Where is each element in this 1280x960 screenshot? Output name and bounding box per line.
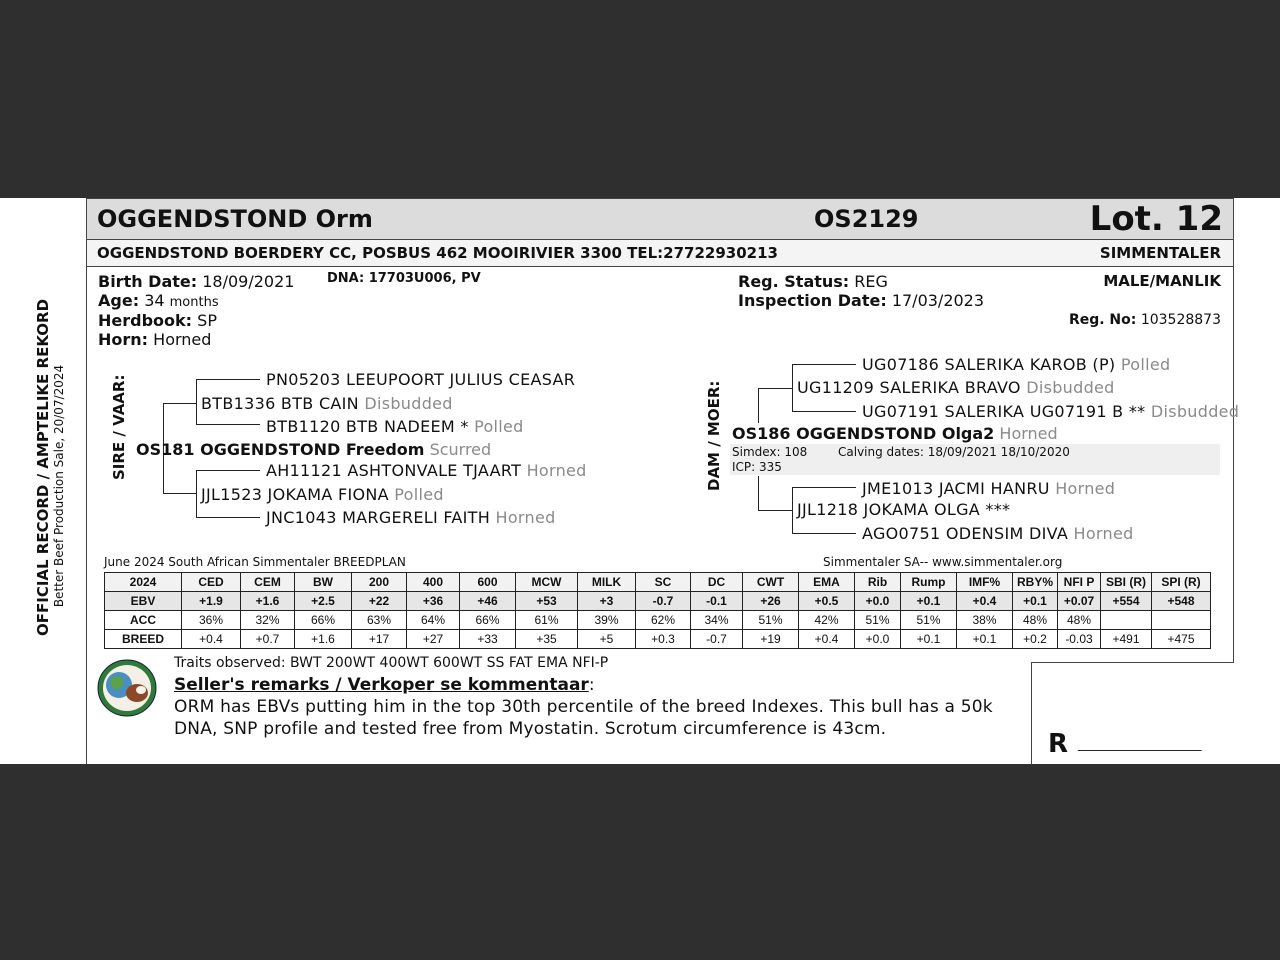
breedplan-caption: June 2024 South African Simmentaler BREEDPLAN xyxy=(104,555,406,569)
sd-line-top xyxy=(196,470,260,471)
ebv-cell: +1.6 xyxy=(241,592,295,611)
remarks-heading: Seller's remarks / Verkoper se kommentaar: xyxy=(174,675,595,695)
ebv-header-cell: BW xyxy=(295,573,352,592)
sire-label xyxy=(110,374,130,480)
dam-entry xyxy=(732,424,1058,443)
herdbook-value: SP xyxy=(197,311,217,330)
ebv-cell: +0.1 xyxy=(1013,592,1058,611)
ebv-header-cell: CED xyxy=(182,573,241,592)
acc-cell: 34% xyxy=(691,611,743,630)
ebv-header-cell: 600 xyxy=(460,573,516,592)
ebv-header-cell: Rump xyxy=(901,573,957,592)
dam-horn: Horned xyxy=(999,424,1058,443)
ss-name: BTB1336 BTB CAIN xyxy=(201,394,359,413)
ebv-header-cell: MILK xyxy=(578,573,636,592)
sire-entry xyxy=(136,440,491,459)
dd-name: JJL1218 JOKAMA OLGA *** xyxy=(797,500,1011,519)
ebv-header-cell: EMA xyxy=(799,573,855,592)
acc-cell: 61% xyxy=(516,611,578,630)
ebv-cell: -0.7 xyxy=(636,592,691,611)
sd-entry xyxy=(201,485,444,504)
ebv-cell: +548 xyxy=(1152,592,1211,611)
ebv-header-cell: IMF% xyxy=(957,573,1013,592)
herdbook xyxy=(98,311,217,330)
simmentaler-logo-icon xyxy=(97,659,157,715)
ds-line-top xyxy=(792,364,856,365)
dsd-entry xyxy=(862,402,1239,421)
ss-line-bottom xyxy=(196,424,260,425)
sire-name: OS181 OGGENDSTOND Freedom xyxy=(136,440,425,459)
breed-name: SIMMENTALER xyxy=(1099,244,1221,262)
reg-no-value: 103528873 xyxy=(1140,312,1221,328)
reg-status xyxy=(738,272,888,291)
dds-entry xyxy=(862,479,1115,498)
breed-cell: +35 xyxy=(516,630,578,649)
breed-cell: +0.1 xyxy=(901,630,957,649)
sdd-horn: Horned xyxy=(495,508,556,527)
breed-cell: -0.03 xyxy=(1058,630,1101,649)
breedplan-website: Simmentaler SA-- www.simmentaler.org xyxy=(823,555,1063,569)
ssd-name: BTB1120 BTB NADEEM * xyxy=(266,417,469,436)
sds-entry xyxy=(266,461,587,480)
ebv-cell: +2.5 xyxy=(295,592,352,611)
breed-cell: +27 xyxy=(407,630,460,649)
breed-cell: +5 xyxy=(578,630,636,649)
sds-name: AH11121 ASHTONVALE TJAART xyxy=(266,461,522,480)
ebv-cell: +0.0 xyxy=(855,592,901,611)
sdd-entry xyxy=(266,508,556,527)
ds-line-bottom xyxy=(792,411,856,412)
breed-cell: +1.6 xyxy=(295,630,352,649)
card-border-right xyxy=(1233,267,1234,662)
breed-cell: -0.7 xyxy=(691,630,743,649)
dd-line-bottom xyxy=(792,533,856,534)
sss-name: PN05203 LEEUPOORT JULIUS CEASAR xyxy=(266,370,576,389)
age-label: Age: xyxy=(98,291,140,310)
acc-cell: 66% xyxy=(460,611,516,630)
dd-line-top xyxy=(792,487,856,488)
dam-icp: ICP: 335 xyxy=(732,460,782,474)
acc-cell: 62% xyxy=(636,611,691,630)
acc-cell: 36% xyxy=(182,611,241,630)
ss-line-top xyxy=(196,379,260,380)
acc-cell: 63% xyxy=(352,611,407,630)
acc-row xyxy=(105,611,1211,630)
acc-cell: 66% xyxy=(295,611,352,630)
sale-label: Better Beef Production Sale, 20/07/2024 xyxy=(52,364,66,608)
ds-name: UG11209 SALERIKA BRAVO xyxy=(797,378,1021,397)
ebv-cell: +36 xyxy=(407,592,460,611)
sd-name: JJL1523 JOKAMA FIONA xyxy=(201,485,389,504)
acc-cell: 51% xyxy=(743,611,799,630)
dds-name: JME1013 JACMI HANRU xyxy=(862,479,1050,498)
ebv-header-cell: 400 xyxy=(407,573,460,592)
ssd-entry xyxy=(266,417,524,436)
dd-bracket xyxy=(792,487,793,533)
reg-no-label: Reg. No: xyxy=(1068,312,1137,328)
breed-cell: +0.2 xyxy=(1013,630,1058,649)
acc-cell: 32% xyxy=(241,611,295,630)
horn-status xyxy=(98,330,211,349)
ss-bracket xyxy=(196,379,197,424)
acc-cell: ACC xyxy=(105,611,182,630)
ebv-cell: +0.1 xyxy=(901,592,957,611)
ddd-name: AGO0751 ODENSIM DIVA xyxy=(862,524,1069,543)
acc-cell: 42% xyxy=(799,611,855,630)
ebv-cell: +46 xyxy=(460,592,516,611)
breed-cell: BREED xyxy=(105,630,182,649)
breed-cell: +33 xyxy=(460,630,516,649)
card-border-left xyxy=(86,267,87,764)
ebv-row xyxy=(105,592,1211,611)
title-bar xyxy=(86,198,1234,240)
dss-horn: Polled xyxy=(1120,355,1171,374)
age-unit: months xyxy=(169,295,219,310)
dsd-horn: Disbudded xyxy=(1150,402,1240,421)
animal-name: OGGENDSTOND Orm xyxy=(97,205,373,233)
ebv-header-cell: MCW xyxy=(516,573,578,592)
ebv-header-cell: SBI (R) xyxy=(1101,573,1152,592)
sss-entry xyxy=(266,370,575,389)
sds-horn: Horned xyxy=(526,461,587,480)
address-bar xyxy=(86,240,1234,267)
ebv-header-cell: DC xyxy=(691,573,743,592)
price-box xyxy=(1031,662,1234,765)
remarks-line-1: ORM has EBVs putting him in the top 30th percentile of the breed Indexes. This bull has a 50k xyxy=(174,697,993,717)
sire-label-text: SIRE / VAAR: xyxy=(110,374,128,480)
dna-info: DNA: 17703U006, PV xyxy=(327,271,481,286)
dd-entry xyxy=(797,500,1010,519)
sdd-name: JNC1043 MARGERELI FAITH xyxy=(266,508,491,527)
dss-entry xyxy=(862,355,1170,374)
breed-cell: +475 xyxy=(1152,630,1211,649)
acc-cell xyxy=(1152,611,1211,630)
animal-reg-code: OS2129 xyxy=(814,205,919,233)
side-label xyxy=(34,298,74,636)
breed-row xyxy=(105,630,1211,649)
dsd-name: UG07191 SALERIKA UG07191 B ** xyxy=(862,402,1146,421)
ebv-header-cell: 200 xyxy=(352,573,407,592)
breed-cell: +0.4 xyxy=(182,630,241,649)
ebv-cell: +22 xyxy=(352,592,407,611)
ebv-cell: +554 xyxy=(1101,592,1152,611)
dam-bracket-top xyxy=(758,388,759,423)
breed-cell: +491 xyxy=(1101,630,1152,649)
birth-date-value: 18/09/2021 xyxy=(202,272,295,291)
ds-bracket xyxy=(792,364,793,411)
traits-observed: Traits observed: BWT 200WT 400WT 600WT SS FAT EMA NFI-P xyxy=(174,655,609,671)
acc-cell: 48% xyxy=(1013,611,1058,630)
breed-cell: +17 xyxy=(352,630,407,649)
ebv-cell: +0.4 xyxy=(957,592,1013,611)
breed-cell: +0.1 xyxy=(957,630,1013,649)
reg-status-label: Reg. Status: xyxy=(738,272,850,291)
ebv-header-cell: SPI (R) xyxy=(1152,573,1211,592)
acc-cell xyxy=(1101,611,1152,630)
ss-entry xyxy=(201,394,453,413)
age-value: 34 xyxy=(144,291,165,310)
ebv-cell: +53 xyxy=(516,592,578,611)
sire-horn: Scurred xyxy=(429,440,492,459)
ebv-header-cell: CWT xyxy=(743,573,799,592)
sire-line-sd xyxy=(163,493,197,494)
lot-number: Lot. 12 xyxy=(1089,199,1223,239)
birth-date xyxy=(98,272,294,291)
ebv-cell: +3 xyxy=(578,592,636,611)
age xyxy=(98,291,219,310)
reg-no xyxy=(1069,312,1221,328)
ebv-header-cell: Rib xyxy=(855,573,901,592)
acc-cell: 51% xyxy=(901,611,957,630)
breed-cell: +0.4 xyxy=(799,630,855,649)
horn-label: Horn: xyxy=(98,330,149,349)
inspection-date-value: 17/03/2023 xyxy=(891,291,985,310)
ebv-header-row xyxy=(105,573,1211,592)
dss-name: UG07186 SALERIKA KAROB (P) xyxy=(862,355,1116,374)
ebv-header-cell: NFI P xyxy=(1058,573,1101,592)
ebv-header-cell: RBY% xyxy=(1013,573,1058,592)
ebv-cell: +1.9 xyxy=(182,592,241,611)
acc-cell: 39% xyxy=(578,611,636,630)
ebv-table xyxy=(104,572,1211,649)
horn-value: Horned xyxy=(153,330,212,349)
ds-entry xyxy=(797,378,1115,397)
dam-calving-dates: Calving dates: 18/09/2021 18/10/2020 xyxy=(838,445,1070,459)
sire-line-ss xyxy=(163,403,197,404)
ebv-header-cell: CEM xyxy=(241,573,295,592)
ebv-header-cell: 2024 xyxy=(105,573,182,592)
ebv-cell: EBV xyxy=(105,592,182,611)
reg-status-value: REG xyxy=(854,272,888,291)
dds-horn: Horned xyxy=(1055,479,1116,498)
dam-line-dd xyxy=(758,510,792,511)
lot-card xyxy=(0,198,1280,764)
ebv-cell: +26 xyxy=(743,592,799,611)
ds-horn: Disbudded xyxy=(1026,378,1115,397)
price-label: R xyxy=(1048,729,1069,759)
official-record-label: OFFICIAL RECORD / AMPTELIKE REKORD xyxy=(34,298,52,636)
ss-horn: Disbudded xyxy=(364,394,453,413)
dam-label-text: DAM / MOER: xyxy=(705,380,723,491)
acc-cell: 48% xyxy=(1058,611,1101,630)
sd-horn: Polled xyxy=(394,485,444,504)
acc-cell: 51% xyxy=(855,611,901,630)
remarks-heading-text: Seller's remarks / Verkoper se kommentaar xyxy=(174,675,589,695)
birth-date-label: Birth Date: xyxy=(98,272,198,291)
breeder-address: OGGENDSTOND BOERDERY CC, POSBUS 462 MOOIRIVIER 3300 TEL:27722930213 xyxy=(97,244,778,262)
ddd-entry xyxy=(862,524,1134,543)
dam-label xyxy=(705,380,725,491)
remarks-line-2: DNA, SNP profile and tested free from Myostatin. Scrotum circumference is 43cm. xyxy=(174,719,887,739)
dam-bracket-bottom xyxy=(758,476,759,510)
dam-line-ds xyxy=(758,388,792,389)
ddd-horn: Horned xyxy=(1073,524,1134,543)
price-input-line[interactable]: ___________________ xyxy=(1078,737,1202,752)
ebv-header-cell: SC xyxy=(636,573,691,592)
dam-name: OS186 OGGENDSTOND Olga2 xyxy=(732,424,995,443)
dam-simdex: Simdex: 108 xyxy=(732,445,808,459)
acc-cell: 64% xyxy=(407,611,460,630)
sex: MALE/MANLIK xyxy=(1103,272,1221,290)
breed-cell: +0.7 xyxy=(241,630,295,649)
inspection-date xyxy=(738,291,984,310)
inspection-date-label: Inspection Date: xyxy=(738,291,887,310)
ssd-horn: Polled xyxy=(474,417,524,436)
ebv-cell: -0.1 xyxy=(691,592,743,611)
ebv-cell: +0.5 xyxy=(799,592,855,611)
ebv-cell: +0.07 xyxy=(1058,592,1101,611)
breed-cell: +0.0 xyxy=(855,630,901,649)
sd-bracket xyxy=(196,470,197,517)
breed-cell: +0.3 xyxy=(636,630,691,649)
herdbook-label: Herdbook: xyxy=(98,311,193,330)
acc-cell: 38% xyxy=(957,611,1013,630)
breed-cell: +19 xyxy=(743,630,799,649)
dam-info-box xyxy=(730,444,1220,475)
sd-line-bottom xyxy=(196,517,260,518)
